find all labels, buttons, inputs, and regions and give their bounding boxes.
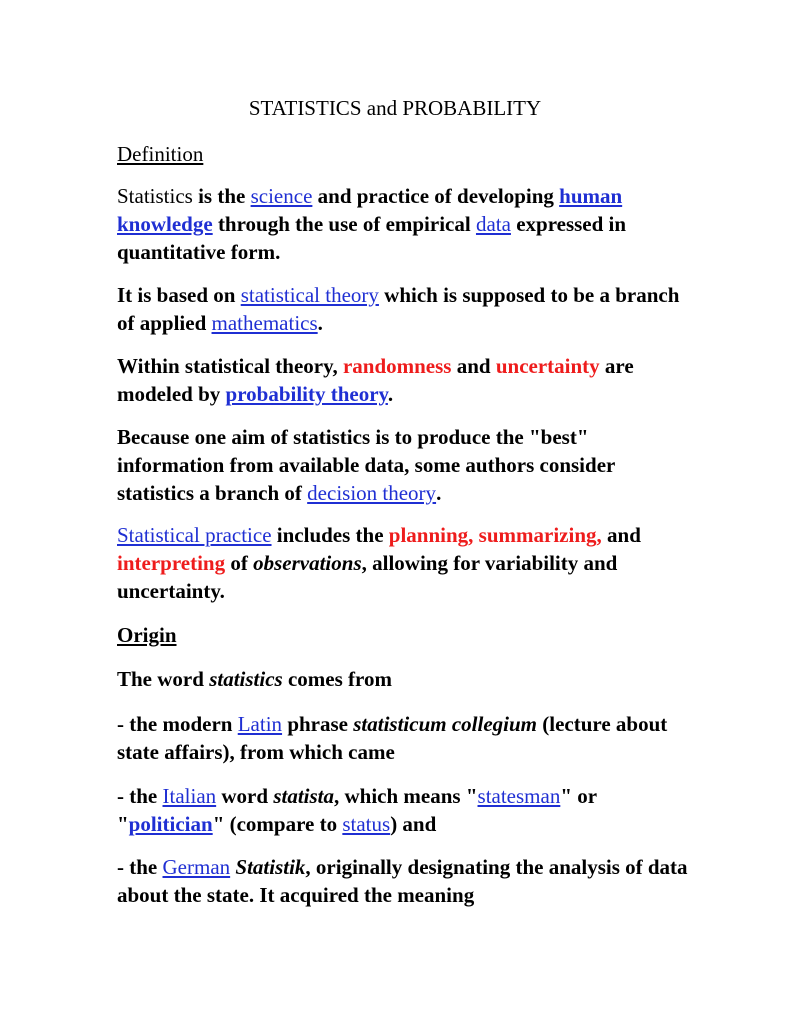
page-title: STATISTICS and PROBABILITY xyxy=(248,96,542,120)
link-statistical-practice[interactable]: Statistical practice xyxy=(117,523,272,547)
definition-heading: Definition xyxy=(117,142,204,166)
paragraph-randomness: Within statistical theory, randomness and uncertainty are modeled by probability theory. xyxy=(117,354,634,406)
link-statistical-theory[interactable]: statistical theory xyxy=(240,283,379,307)
paragraph-word-statistics: The word statistics comes from xyxy=(117,667,392,691)
link-knowledge[interactable]: knowledge xyxy=(117,212,213,236)
link-science[interactable]: science xyxy=(250,184,313,208)
link-politician[interactable]: politician xyxy=(128,812,213,836)
paragraph-decision-theory: Because one aim of statistics is to produce the "best" information from available data, some authors consider statistics a branch of decision theory. xyxy=(117,425,615,505)
paragraph-german: - the German Statistik, originally designating the analysis of data about the state. It acquired the meaning xyxy=(117,855,688,907)
origin-heading: Origin xyxy=(117,623,177,647)
highlight-randomness: randomness xyxy=(342,354,452,378)
highlight-planning: planning, summarizing, xyxy=(388,523,602,547)
link-statesman[interactable]: statesman xyxy=(477,784,561,808)
paragraph-statistical-theory: It is based on statistical theory which is supposed to be a branch of applied mathematics. xyxy=(117,283,680,335)
paragraph-statistical-practice: Statistical practice includes the planning, summarizing, and interpreting of observations, allowing for variability and uncertainty. xyxy=(117,523,641,603)
highlight-uncertainty: uncertainty xyxy=(495,354,600,378)
link-human[interactable]: human xyxy=(559,184,623,208)
link-decision-theory[interactable]: decision theory xyxy=(307,481,437,505)
link-latin[interactable]: Latin xyxy=(237,712,283,736)
link-italian[interactable]: Italian xyxy=(162,784,217,808)
link-mathematics[interactable]: mathematics xyxy=(211,311,318,335)
highlight-interpreting: interpreting xyxy=(117,551,226,575)
paragraph-definition: Statistics is the science and practice of developing human knowledge through the use of empirical data expressed in quantitative form. xyxy=(117,184,627,264)
paragraph-italian: - the Italian word statista, which means "statesman" or "politician" (compare to status) and xyxy=(117,784,597,836)
link-probability-theory[interactable]: probability theory xyxy=(225,382,388,406)
link-german[interactable]: German xyxy=(162,855,231,879)
link-data[interactable]: data xyxy=(475,212,511,236)
link-status[interactable]: status xyxy=(342,812,391,836)
paragraph-latin: - the modern Latin phrase statisticum collegium (lecture about state affairs), from which came xyxy=(117,712,668,764)
